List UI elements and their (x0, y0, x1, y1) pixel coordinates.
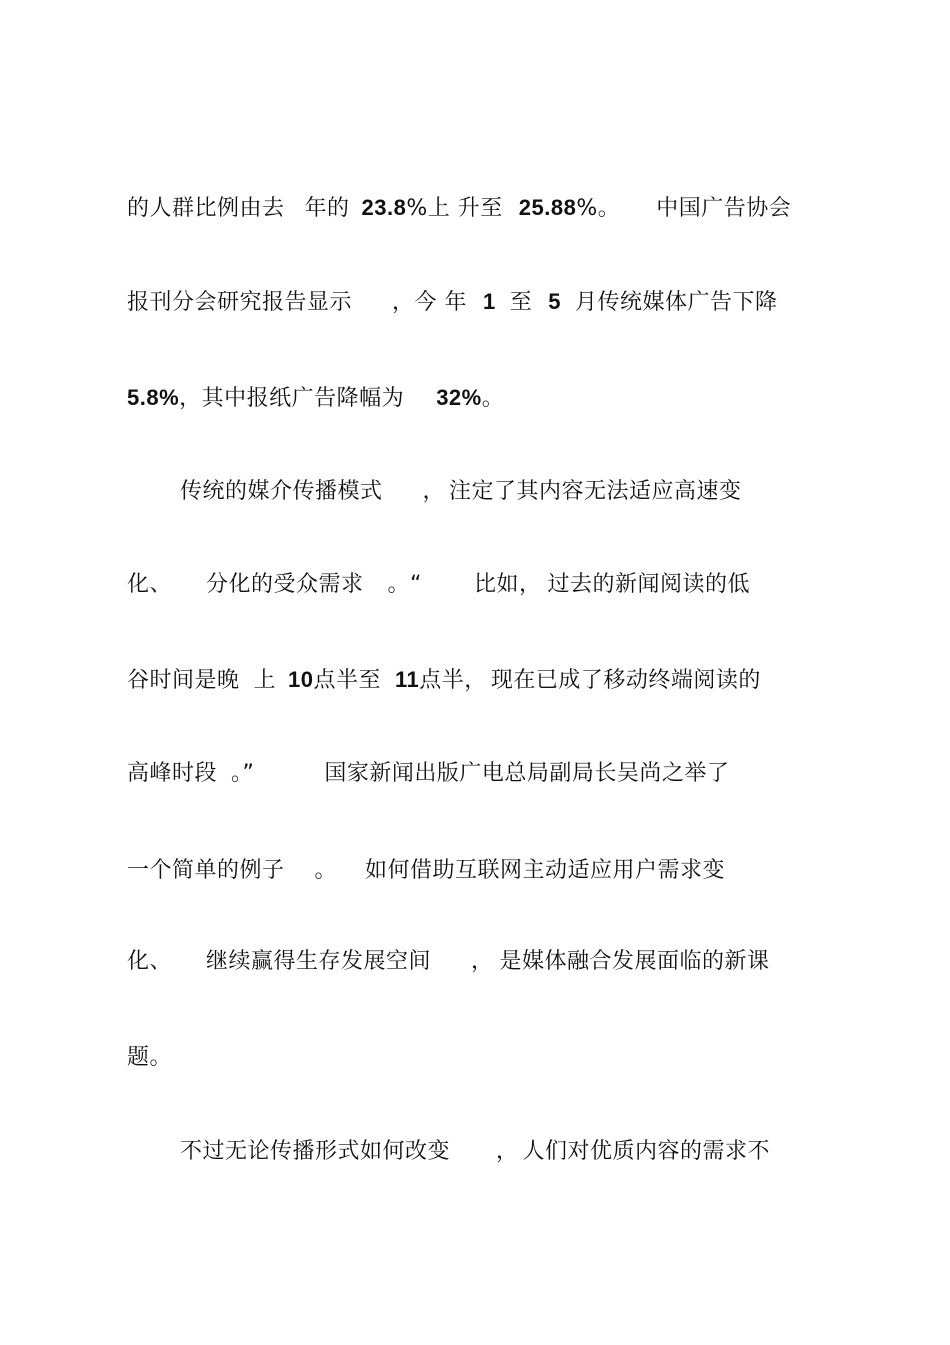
text-segment: 分化的受众需求 (206, 572, 364, 597)
text-segment: 年的 (304, 196, 350, 221)
number-value: 5.8% (127, 385, 180, 410)
text-line-6 (127, 665, 761, 696)
number-value: 11 (395, 667, 420, 692)
text-segment: ， (179, 386, 202, 411)
text-segment: 。“ (387, 572, 422, 597)
text-segment: 。 (481, 386, 505, 411)
text-line-5 (127, 570, 750, 600)
text-line-11 (180, 1137, 770, 1167)
text-line-9 (127, 947, 770, 977)
text-segment: 。” (231, 761, 255, 786)
text-segment: ， (422, 479, 446, 504)
text-segment: 注定了其内容无法适应高速变 (449, 479, 742, 504)
text-segment: 人们对优质内容的需求不 (522, 1139, 771, 1164)
text-segment: 继续赢得生存发展空间 (206, 949, 432, 974)
text-segment: 月传统媒体广告下降 (575, 290, 778, 315)
text-segment: ， (496, 1139, 519, 1164)
text-segment: 高峰时段 (127, 761, 218, 786)
number-value: 1 (483, 289, 496, 314)
text-line-7 (127, 759, 729, 789)
text-segment: 点半至 (313, 668, 382, 693)
text-line-4 (180, 477, 742, 507)
text-segment: 。 (314, 858, 338, 883)
number-value: 25.88 (518, 195, 577, 220)
text-segment: 不过无论传播形式如何改变 (180, 1139, 451, 1164)
text-segment: 谷时间是晚 (127, 668, 240, 693)
text-segment: 报刊分会研究报告显示 (127, 290, 353, 315)
text-segment: 化、 (127, 949, 173, 974)
text-segment: 一个简单的例子 (127, 858, 285, 883)
text-line-1 (127, 193, 791, 224)
text-line-2 (127, 287, 778, 318)
text-segment: 中国广告协会 (656, 196, 792, 221)
text-segment: 是媒体融合发展面临的新课 (499, 949, 770, 974)
text-segment: 比如， (473, 572, 542, 597)
number-value: 5 (548, 289, 562, 314)
number-value: 10 (288, 667, 314, 692)
text-segment: ，今 年 (392, 290, 468, 315)
text-segment: %。 (576, 196, 621, 221)
text-segment: 如何借助互联网主动适应用户需求变 (365, 858, 726, 883)
text-line-10 (127, 1043, 172, 1073)
text-segment: 现在已成了移动终端阅读的 (490, 668, 761, 693)
text-segment: 传统的媒介传播模式 (180, 479, 383, 504)
text-segment: 点半， (419, 668, 487, 693)
text-segment: 过去的新闻阅读的低 (547, 572, 750, 597)
number-value: 32% (436, 385, 482, 410)
text-segment: 题。 (127, 1045, 173, 1070)
text-segment: 其中报纸广告降幅为 (201, 386, 405, 411)
number-value: 23.8 (361, 195, 407, 220)
text-segment: ， (471, 949, 494, 974)
text-segment: 化、 (127, 572, 173, 597)
text-segment: 至 (509, 290, 533, 315)
text-segment: 上 (253, 668, 277, 693)
text-segment: 国家新闻出版广电总局副局长吴尚之举了 (324, 761, 730, 786)
text-line-3 (127, 383, 504, 414)
text-segment: %上 升至 (406, 196, 503, 221)
text-line-8 (127, 856, 725, 886)
text-segment: 的人群比例由去 (127, 196, 285, 221)
